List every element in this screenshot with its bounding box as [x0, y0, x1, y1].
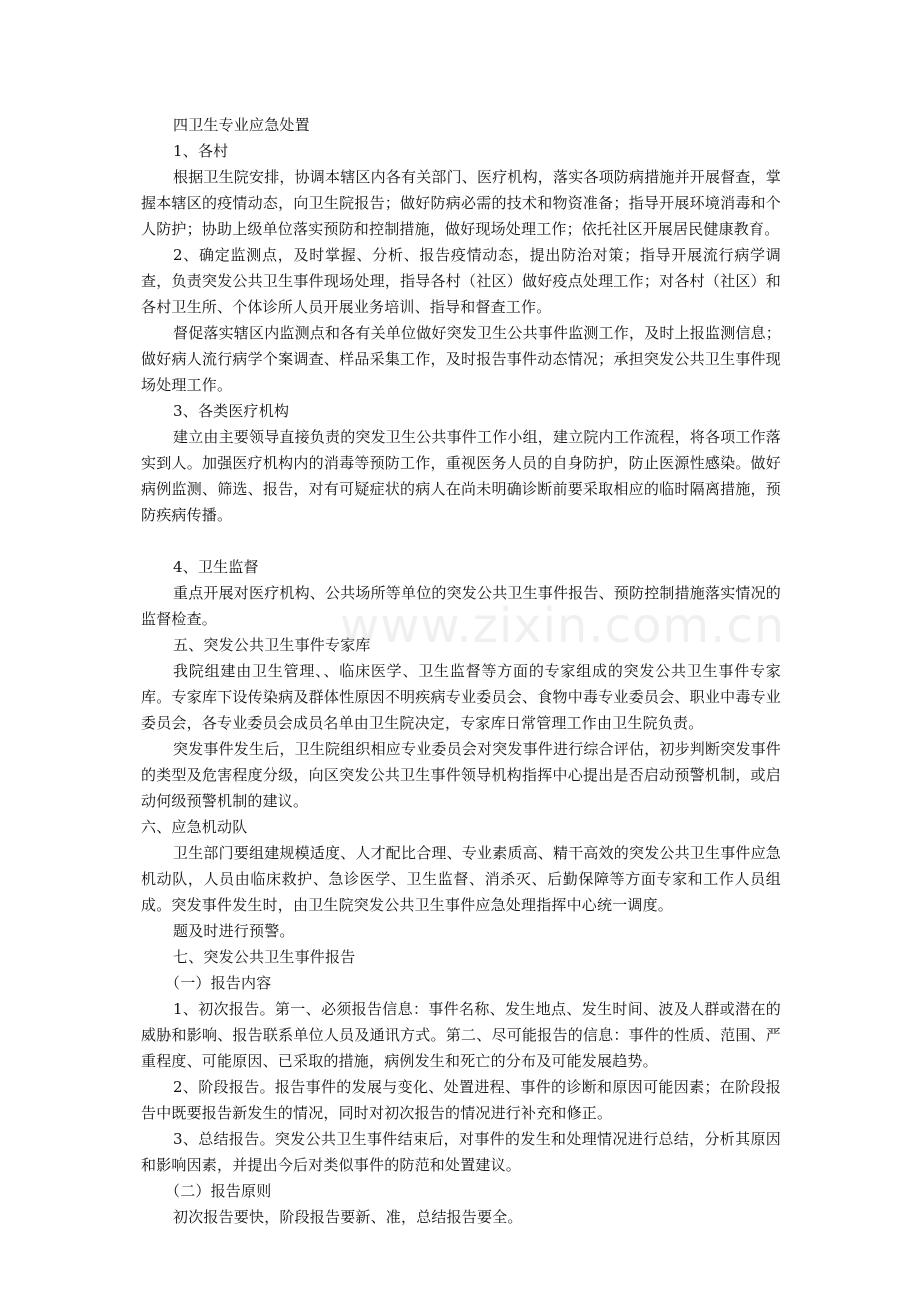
watermark: www.zixin.com.cn — [340, 598, 786, 654]
paragraph: 突发事件发生后，卫生院组织相应专业委员会对突发事件进行综合评估，初步判断突发事件的类型及危害程度分级，向区突发公共卫生事件领导机构指挥中心提出是否启动预警机制，或启动何级预警机制的建议。 — [141, 740, 782, 810]
document-body — [141, 112, 781, 1230]
paragraph: 我院组建由卫生管理、、临床医学、卫生监督等方面的专家组成的突发公共卫生事件专家库。专家库下设传染病及群体性原因不明疾病专业委员会、食物中毒专业委员会、职业中毒专业委员会，各专业委员会成员名单由卫生院决定，专家库日常管理工作由卫生院负责。 — [141, 662, 781, 732]
blank-line — [141, 528, 781, 554]
paragraph: 五、突发公共卫生事件专家库 — [173, 636, 371, 654]
paragraph: 四卫生专业应急处置 — [173, 116, 310, 134]
paragraph: （一）报告内容 — [165, 974, 272, 992]
paragraph: 七、突发公共卫生事件报告 — [173, 948, 356, 966]
paragraph: 3、总结报告。突发公共卫生事件结束后，对事件的发生和处理情况进行总结，分析其原因和影响因素，并提出今后对类似事件的防范和处置建议。 — [141, 1130, 781, 1174]
paragraph: 根据卫生院安排，协调本辖区内各有关部门、医疗机构，落实各项防病措施并开展督查，掌握本辖区的疫情动态，向卫生院报告；做好防病必需的技术和物资准备；指导开展环境消毒和个人防护；协助上级单位落实预防和控制措施，做好现场处理工作；依托社区开展居民健康教育。 — [141, 168, 782, 238]
paragraph: 重点开展对医疗机构、公共场所等单位的突发公共卫生事件报告、预防控制措施落实情况的监督检查。 — [141, 584, 782, 628]
paragraph: 建立由主要领导直接负责的突发卫生公共事件工作小组，建立院内工作流程，将各项工作落实到人。加强医疗机构内的消毒等预防工作，重视医务人员的自身防护，防止医源性感染。做好病例监测、筛选、报告，对有可疑症状的病人在尚未明确诊断前要采取相应的临时隔离措施，预防疾病传播。 — [141, 428, 782, 524]
paragraph: （二）报告原则 — [165, 1182, 272, 1200]
paragraph: 督促落实辖区内监测点和各有关单位做好突发卫生公共事件监测工作，及时上报监测信息；做好病人流行病学个案调查、样品采集工作，及时报告事件动态情况；承担突发公共卫生事件现场处理工作。 — [141, 324, 782, 394]
paragraph: 题及时进行预警。 — [173, 922, 295, 940]
paragraph: 1、各村 — [173, 142, 229, 160]
paragraph: 2、确定监测点，及时掌握、分析、报告疫情动态，提出防治对策；指导开展流行病学调查，负责突发公共卫生事件现场处理，指导各村（社区）做好疫点处理工作；对各村（社区）和各村卫生所、个体诊所人员开展业务培训、指导和督查工作。 — [141, 246, 781, 316]
paragraph: 初次报告要快，阶段报告要新、准，总结报告要全。 — [173, 1208, 523, 1226]
paragraph: 1、初次报告。第一、必须报告信息：事件名称、发生地点、发生时间、波及人群或潜在的威胁和影响、报告联系单位人员及通讯方式。第二、尽可能报告的信息：事件的性质、范围、严重程度、可能原因、已采取的措施，病例发生和死亡的分布及可能发展趋势。 — [141, 1000, 781, 1070]
paragraph: 3、各类医疗机构 — [173, 402, 290, 420]
paragraph: 六、应急机动队 — [141, 818, 248, 836]
paragraph: 2、阶段报告。报告事件的发展与变化、处置进程、事件的诊断和原因可能因素；在阶段报告中既要报告新发生的情况，同时对初次报告的情况进行补充和修正。 — [141, 1078, 781, 1122]
paragraph: 4、卫生监督 — [173, 558, 259, 576]
paragraph: 卫生部门要组建规模适度、人才配比合理、专业素质高、精干高效的突发公共卫生事件应急机动队，人员由临床救护、急诊医学、卫生监督、消杀灭、后勤保障等方面专家和工作人员组成。突发事件发生时，由卫生院突发公共卫生事件应急处理指挥中心统一调度。 — [141, 844, 782, 914]
